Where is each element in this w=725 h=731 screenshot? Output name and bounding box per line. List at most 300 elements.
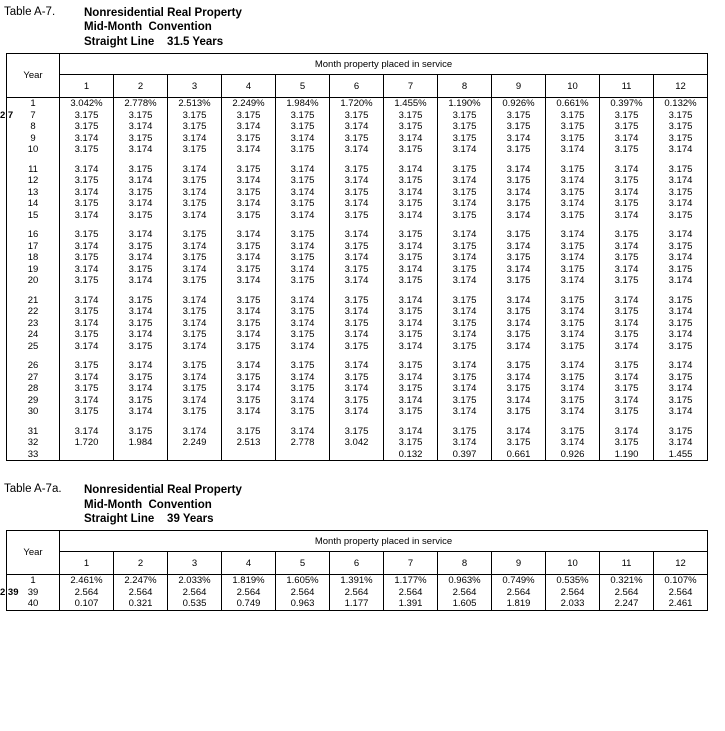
rate-cell: 3.174 [492,264,546,276]
rate-cell: 3.175 [276,229,330,241]
rate-cell: 3.174 [168,241,222,253]
rate-cell: 3.175 [492,329,546,341]
rate-cell: 2.564 [546,587,600,599]
rate-cell: 0.749 [222,598,276,610]
spacer-cell [600,156,654,164]
spacer-cell [168,287,222,295]
rate-cell: 3.174 [330,175,384,187]
rate-cell: 3.174 [330,406,384,418]
rate-cell: 3.175 [276,306,330,318]
spacer-cell [654,156,708,164]
year-cell: 23 [7,318,60,330]
rate-cell: 3.174 [438,437,492,449]
rate-cell: 3.174 [60,164,114,176]
rate-cell: 3.175 [222,395,276,407]
table-row [7,329,708,341]
rate-cell: 3.175 [438,164,492,176]
rate-cell: 3.175 [330,187,384,199]
year-cell: 24 [7,329,60,341]
rate-cell: 0.397% [600,98,654,110]
spacer-cell [276,221,330,229]
table-row [7,437,708,449]
rate-cell: 3.174 [600,164,654,176]
rate-cell: 3.175 [276,329,330,341]
spacer-cell [276,287,330,295]
rate-cell: 3.174 [654,406,708,418]
rate-cell: 3.174 [114,383,168,395]
rate-cell: 3.175 [168,229,222,241]
year-cell: 30 [7,406,60,418]
rate-cell: 3.174 [60,395,114,407]
header-year: Year [7,54,60,98]
rate-cell: 3.175 [546,133,600,145]
spacer-cell [492,418,546,426]
spacer-cell [7,287,60,295]
header-month-7: 7 [384,75,438,98]
rate-cell: 3.175 [438,110,492,122]
rate-cell: 3.175 [384,121,438,133]
rate-cell: 3.175 [654,264,708,276]
rate-cell: 3.174 [438,329,492,341]
rate-cell: 3.174 [546,252,600,264]
rate-cell: 1.455% [384,98,438,110]
spacer-cell [654,418,708,426]
spacer-cell [114,287,168,295]
table-caption-a7a [0,477,725,530]
rate-cell: 3.175 [168,121,222,133]
rate-cell: 3.175 [654,187,708,199]
rate-cell: 3.175 [330,341,384,353]
rate-cell: 3.174 [492,295,546,307]
rate-cell: 1.190% [438,98,492,110]
header-month-11: 11 [600,552,654,575]
header-month-4: 4 [222,552,276,575]
rate-cell: 3.174 [330,198,384,210]
rate-cell: 3.042% [60,98,114,110]
table-row [7,383,708,395]
year-cell: 19 [7,264,60,276]
rate-cell: 2.249% [222,98,276,110]
rate-cell: 3.175 [600,144,654,156]
rate-cell: 3.174 [222,306,276,318]
rate-cell: 3.174 [384,395,438,407]
rate-cell: 3.174 [276,164,330,176]
spacer-cell [384,221,438,229]
rate-cell: 3.175 [384,110,438,122]
spacer-cell [222,221,276,229]
rate-cell: 3.174 [114,306,168,318]
rate-cell: 3.174 [384,187,438,199]
table-row [7,426,708,438]
header-month-2: 2 [114,552,168,575]
rate-cell: 3.174 [492,395,546,407]
rate-cell: 3.174 [438,275,492,287]
spacer-cell [438,221,492,229]
side-marker-a7: 2 7 [0,109,14,121]
header-month-6: 6 [330,75,384,98]
rate-cell: 3.175 [384,275,438,287]
rate-cell: 3.174 [654,306,708,318]
rate-cell: 2.461 [654,598,708,610]
rate-cell: 3.175 [546,318,600,330]
rate-cell: 3.174 [114,275,168,287]
year-cell: 14 [7,198,60,210]
rate-cell: 0.107% [654,575,708,587]
table-row [7,187,708,199]
rate-cell: 3.175 [600,306,654,318]
rate-cell: 3.174 [438,306,492,318]
rate-cell: 3.175 [114,264,168,276]
caption-line-1: Nonresidential Real Property [84,7,242,19]
rate-cell: 3.174 [492,341,546,353]
caption-line-2: Mid-Month Convention [84,21,212,34]
rate-cell: 0.661 [492,449,546,461]
rate-cell: 3.174 [330,229,384,241]
rate-cell: 3.174 [60,426,114,438]
rate-cell: 3.175 [492,175,546,187]
table-row [7,449,708,461]
table-row [7,110,708,122]
rate-cell: 3.175 [168,360,222,372]
rate-cell: 3.174 [168,426,222,438]
rate-cell: 3.175 [168,383,222,395]
header-month-10: 10 [546,552,600,575]
rate-cell: 1.455 [654,449,708,461]
rate-cell: 3.174 [222,144,276,156]
rate-cell: 3.175 [222,210,276,222]
rate-cell: 3.175 [546,164,600,176]
table-row [7,241,708,253]
rate-cell: 3.174 [114,252,168,264]
depreciation-table-a7 [6,53,708,461]
header-month-9: 9 [492,75,546,98]
table-row [7,295,708,307]
group-spacer [7,156,708,164]
rate-cell: 3.175 [330,133,384,145]
rate-cell: 3.175 [600,329,654,341]
rate-cell: 3.174 [222,198,276,210]
header-month-7: 7 [384,552,438,575]
rate-cell: 3.174 [222,329,276,341]
group-spacer [7,352,708,360]
spacer-cell [546,418,600,426]
rate-cell: 3.175 [330,372,384,384]
rate-cell: 1.605% [276,575,330,587]
rate-cell: 3.174 [654,437,708,449]
rate-cell: 3.174 [600,210,654,222]
spacer-cell [330,287,384,295]
rate-cell: 3.175 [546,110,600,122]
rate-cell: 3.174 [276,318,330,330]
table-row [7,121,708,133]
rate-cell: 2.778 [276,437,330,449]
rate-cell: 3.175 [330,210,384,222]
rate-cell [276,449,330,461]
rate-cell: 3.174 [222,360,276,372]
header-month-5: 5 [276,552,330,575]
depreciation-table-a7a [6,530,708,611]
group-spacer [7,418,708,426]
spacer-cell [222,352,276,360]
spacer-cell [114,418,168,426]
rate-cell: 3.175 [600,229,654,241]
spacer-cell [492,352,546,360]
rate-cell: 3.175 [222,264,276,276]
rate-cell: 3.175 [222,164,276,176]
spacer-cell [168,156,222,164]
rate-cell: 3.175 [492,252,546,264]
rate-cell: 3.175 [654,133,708,145]
rate-cell: 3.174 [438,144,492,156]
spacer-cell [384,156,438,164]
header-year: Year [7,531,60,575]
rate-cell: 3.175 [60,383,114,395]
rate-cell: 3.174 [546,275,600,287]
rate-cell: 3.175 [438,241,492,253]
year-cell: 28 [7,383,60,395]
year-cell: 15 [7,210,60,222]
rate-cell: 3.174 [114,121,168,133]
header-month-12: 12 [654,552,708,575]
year-cell: 13 [7,187,60,199]
spacer-cell [7,418,60,426]
rate-cell: 3.174 [384,295,438,307]
table-header-a7a [7,531,708,575]
spacer-cell [276,418,330,426]
rate-cell: 3.175 [492,110,546,122]
table-block-a7a [0,477,725,611]
rate-cell: 3.174 [60,295,114,307]
year-cell: 27 [7,372,60,384]
rate-cell: 3.174 [546,175,600,187]
rate-cell: 2.564 [222,587,276,599]
year-cell: 9 [7,133,60,145]
spacer-cell [384,287,438,295]
rate-cell: 3.174 [114,360,168,372]
rate-cell: 3.174 [438,383,492,395]
rate-cell: 3.175 [114,426,168,438]
rate-cell: 3.174 [60,341,114,353]
rate-cell: 3.175 [600,275,654,287]
rate-cell: 3.174 [384,133,438,145]
rate-cell: 0.132 [384,449,438,461]
rate-cell: 3.175 [168,275,222,287]
spacer-cell [600,221,654,229]
rate-cell: 3.175 [168,252,222,264]
rate-cell: 3.175 [60,329,114,341]
rate-cell: 3.175 [654,372,708,384]
rate-cell: 3.175 [654,295,708,307]
rate-cell: 3.175 [222,318,276,330]
year-cell: 12 [7,175,60,187]
spacer-cell [546,352,600,360]
spacer-cell [60,418,114,426]
rate-cell: 3.174 [222,406,276,418]
year-cell: 33 [7,449,60,461]
rate-cell: 3.175 [168,175,222,187]
rate-cell: 3.174 [654,252,708,264]
rate-cell: 3.174 [168,187,222,199]
header-month-3: 3 [168,75,222,98]
year-cell: 17 [7,241,60,253]
rate-cell: 3.175 [276,175,330,187]
rate-cell: 3.175 [168,306,222,318]
rate-cell: 3.175 [438,318,492,330]
rate-cell: 3.175 [114,110,168,122]
rate-cell: 1.720 [60,437,114,449]
rate-cell: 3.174 [384,241,438,253]
rate-cell: 3.175 [222,426,276,438]
rate-cell: 3.175 [222,187,276,199]
rate-cell: 3.174 [654,360,708,372]
rate-cell: 2.513% [168,98,222,110]
rate-cell: 3.174 [438,198,492,210]
rate-cell: 3.174 [600,341,654,353]
rate-cell: 2.513 [222,437,276,449]
rate-cell: 3.175 [168,110,222,122]
rate-cell: 3.175 [330,164,384,176]
rate-cell: 1.190 [600,449,654,461]
rate-cell: 3.174 [654,198,708,210]
spacer-cell [492,221,546,229]
rate-cell: 3.174 [222,121,276,133]
rate-cell: 3.174 [60,372,114,384]
rate-cell: 3.174 [438,175,492,187]
rate-cell: 3.175 [546,341,600,353]
rate-cell: 2.564 [60,587,114,599]
rate-cell: 3.174 [546,144,600,156]
rate-cell: 3.174 [114,406,168,418]
rate-cell: 3.174 [654,229,708,241]
spacer-cell [114,156,168,164]
spacer-cell [114,221,168,229]
rate-cell: 3.174 [168,318,222,330]
rate-cell: 0.535 [168,598,222,610]
rate-cell: 3.174 [60,241,114,253]
spacer-cell [654,287,708,295]
table-row [7,198,708,210]
rate-cell: 0.107 [60,598,114,610]
rate-cell: 2.033 [546,598,600,610]
rate-cell: 3.174 [168,395,222,407]
rate-cell: 3.175 [492,275,546,287]
rate-cell: 3.175 [492,229,546,241]
rate-cell: 3.175 [600,121,654,133]
rate-cell: 3.175 [492,121,546,133]
rate-cell: 3.174 [546,329,600,341]
rate-cell: 3.174 [222,175,276,187]
rate-cell: 3.174 [276,241,330,253]
rate-cell: 3.175 [654,164,708,176]
rate-cell: 0.661% [546,98,600,110]
rate-cell: 3.175 [60,275,114,287]
table-body-a7 [7,98,708,461]
rate-cell: 3.174 [330,383,384,395]
spacer-cell [168,352,222,360]
table-row [7,164,708,176]
rate-cell: 3.175 [330,110,384,122]
rate-cell: 3.175 [384,252,438,264]
rate-cell: 3.174 [492,133,546,145]
rate-cell: 3.175 [276,406,330,418]
table-caption-title [84,483,242,526]
rate-cell: 3.174 [276,372,330,384]
header-month-span: Month property placed in service [60,531,708,552]
rate-cell: 3.174 [276,187,330,199]
rate-cell: 2.778% [114,98,168,110]
rate-cell: 3.175 [114,187,168,199]
rate-cell: 3.175 [114,295,168,307]
rate-cell: 3.175 [384,144,438,156]
header-month-4: 4 [222,75,276,98]
table-row [7,252,708,264]
header-month-11: 11 [600,75,654,98]
header-month-10: 10 [546,75,600,98]
spacer-cell [438,156,492,164]
spacer-cell [438,418,492,426]
rate-cell: 3.175 [330,426,384,438]
year-cell: 21 [7,295,60,307]
table-header-a7 [7,54,708,98]
rate-cell: 3.175 [546,187,600,199]
rate-cell: 3.175 [546,121,600,133]
spacer-cell [168,418,222,426]
rate-cell: 3.174 [384,164,438,176]
rate-cell: 0.535% [546,575,600,587]
rate-cell: 3.174 [546,406,600,418]
rate-cell: 3.174 [60,318,114,330]
year-cell: 10 [7,144,60,156]
rate-cell: 3.175 [168,198,222,210]
table-row [7,360,708,372]
year-cell: 1 [7,575,60,587]
spacer-cell [114,352,168,360]
rate-cell: 3.174 [222,275,276,287]
rate-cell: 3.175 [60,360,114,372]
rate-cell: 3.175 [222,341,276,353]
rate-cell: 3.175 [546,426,600,438]
rate-cell: 0.963 [276,598,330,610]
rate-cell: 3.174 [384,341,438,353]
rate-cell: 3.175 [438,426,492,438]
rate-cell: 3.175 [546,264,600,276]
rate-cell: 2.033% [168,575,222,587]
spacer-cell [492,287,546,295]
rate-cell: 3.174 [600,318,654,330]
rate-cell: 3.175 [600,252,654,264]
rate-cell: 3.174 [276,341,330,353]
rate-cell: 2.564 [114,587,168,599]
rate-cell: 3.174 [168,210,222,222]
rate-cell: 3.174 [546,383,600,395]
rate-cell: 3.175 [438,372,492,384]
rate-cell: 3.175 [492,306,546,318]
spacer-cell [654,352,708,360]
year-cell: 7 [7,110,60,122]
rate-cell: 3.174 [168,372,222,384]
rate-cell: 3.174 [492,241,546,253]
header-month-3: 3 [168,552,222,575]
rate-cell: 3.174 [546,437,600,449]
spacer-cell [330,221,384,229]
spacer-cell [600,287,654,295]
rate-cell: 3.175 [114,241,168,253]
rate-cell: 2.564 [276,587,330,599]
rate-cell: 2.461% [60,575,114,587]
rate-cell: 3.175 [114,318,168,330]
rate-cell: 3.175 [438,341,492,353]
rate-cell: 3.175 [384,406,438,418]
